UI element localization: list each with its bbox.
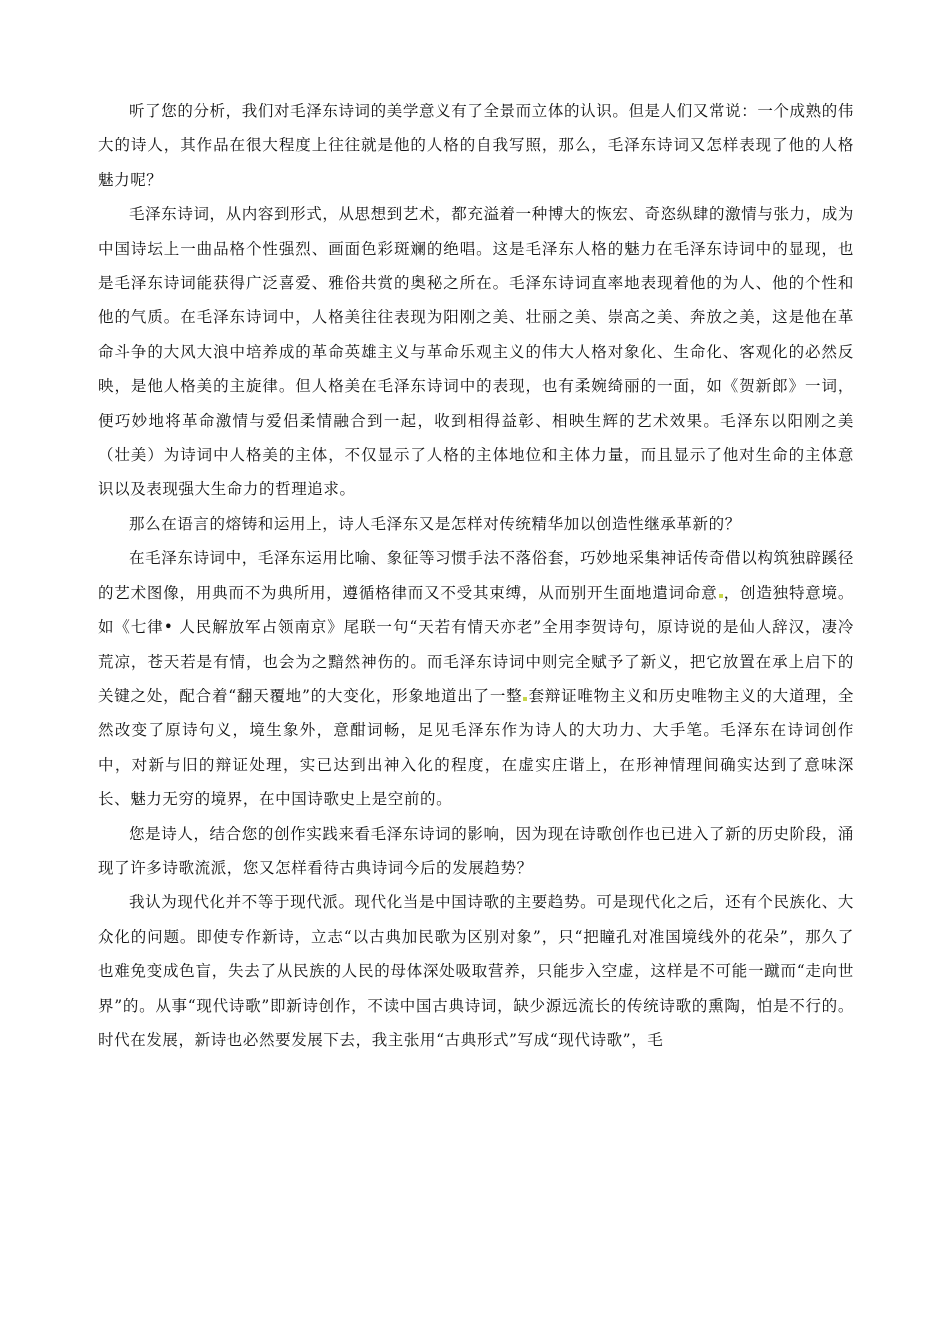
article-body: [98, 94, 854, 1057]
paragraph-question-trends: 您是诗人，结合您的创作实践来看毛泽东诗词的影响，因为现在诗歌创作也已进入了新的历史阶段，涌现了许多诗歌流派，您又怎样看待古典诗词今后的发展趋势？: [98, 824, 854, 877]
paragraph-answer-language-part3: 套辩证唯物主义和历史唯物主义的大道理，全然改变了原诗句义，境生象外，意酣词畅，足见毛泽东作为诗人的大功力、大手笔。毛泽东在诗词创作中，对新与旧的辩证处理，实已达到出神入化的程度，在虚实庄谐上，在形神情理间确实达到了意味深长、魅力无穷的境界，在中国诗歌史上是空前的。: [98, 686, 854, 809]
highlight-mark: [523, 697, 527, 701]
paragraph-answer-language-part1: 在毛泽东诗词中，毛泽东运用比喻、象征等习惯手法不落俗套，巧妙地采集神话传奇借以构筑独辟蹊径的艺术图像，用典而不为典所用，遵循格律而又不受其束缚，从而别开生面地遣词命意: [98, 549, 854, 602]
highlight-mark: [719, 594, 723, 598]
paragraph-answer-trends: 我认为现代化并不等于现代派。现代化当是中国诗歌的主要趋势。可是现代化之后，还有个民族化、大众化的问题。即使专作新诗，立志“以古典加民歌为区别对象”，只“把瞳孔对准国境线外的花朵”，那久了也难免变成色盲，失去了从民族的人民的母体深处吸取营养，只能步入空虚，这样是不可能一蹴而“走向世界”的。从事“现代诗歌”即新诗创作，不读中国古典诗词，缺少源远流长的传统诗歌的熏陶，怕是不行的。时代在发展，新诗也必然要发展下去，我主张用“古典形式”写成“现代诗歌”，毛: [98, 893, 854, 1049]
paragraph-question-personality: 听了您的分析，我们对毛泽东诗词的美学意义有了全景而立体的认识。但是人们又常说：一个成熟的伟大的诗人，其作品在很大程度上往往就是他的人格的自我写照，那么，毛泽东诗词又怎样表现了他的人格魅力呢？: [98, 102, 854, 189]
paragraph-question-language: 那么在语言的熔铸和运用上，诗人毛泽东又是怎样对传统精华加以创造性继承革新的？: [129, 514, 741, 533]
paragraph-answer-language: [98, 541, 854, 816]
paragraph-answer-language-part2: ，创造独特意境。如《七律• 人民解放军占领南京》尾联一句“天若有情天亦老”全用李贺诗句，原诗说的是仙人辞汉，凄冷荒凉，苍天若是有情，也会为之黯然神伤的。而毛泽东诗词中则完全赋予了新义，把它放置在承上启下的关键之处，配合着“翻天覆地”的大变化，形象地道出了一整: [98, 583, 854, 705]
paragraph-answer-personality: 毛泽东诗词，从内容到形式，从思想到艺术，都充溢着一种博大的恢宏、奇恣纵肆的激情与张力，成为中国诗坛上一曲品格个性强烈、画面色彩斑斓的绝唱。这是毛泽东人格的魅力在毛泽东诗词中的显现，也是毛泽东诗词能获得广泛喜爱、雅俗共赏的奥秘之所在。毛泽东诗词直率地表现着他的为人、他的个性和他的气质。在毛泽东诗词中，人格美往往表现为阳刚之美、壮丽之美、崇高之美、奔放之美，这是他在革命斗争的大风大浪中培养成的革命英雄主义与革命乐观主义的伟大人格对象化、生命化、客观化的必然反映，是他人格美的主旋律。但人格美在毛泽东诗词中的表现，也有柔婉绮丽的一面，如《贺新郎》一词，便巧妙地将革命激情与爱侣柔情融合到一起，收到相得益彰、相映生辉的艺术效果。毛泽东以阳刚之美（壮美）为诗词中人格美的主体，不仅显示了人格的主体地位和主体力量，而且显示了他对生命的主体意识以及表现强大生命力的哲理追求。: [98, 205, 854, 499]
